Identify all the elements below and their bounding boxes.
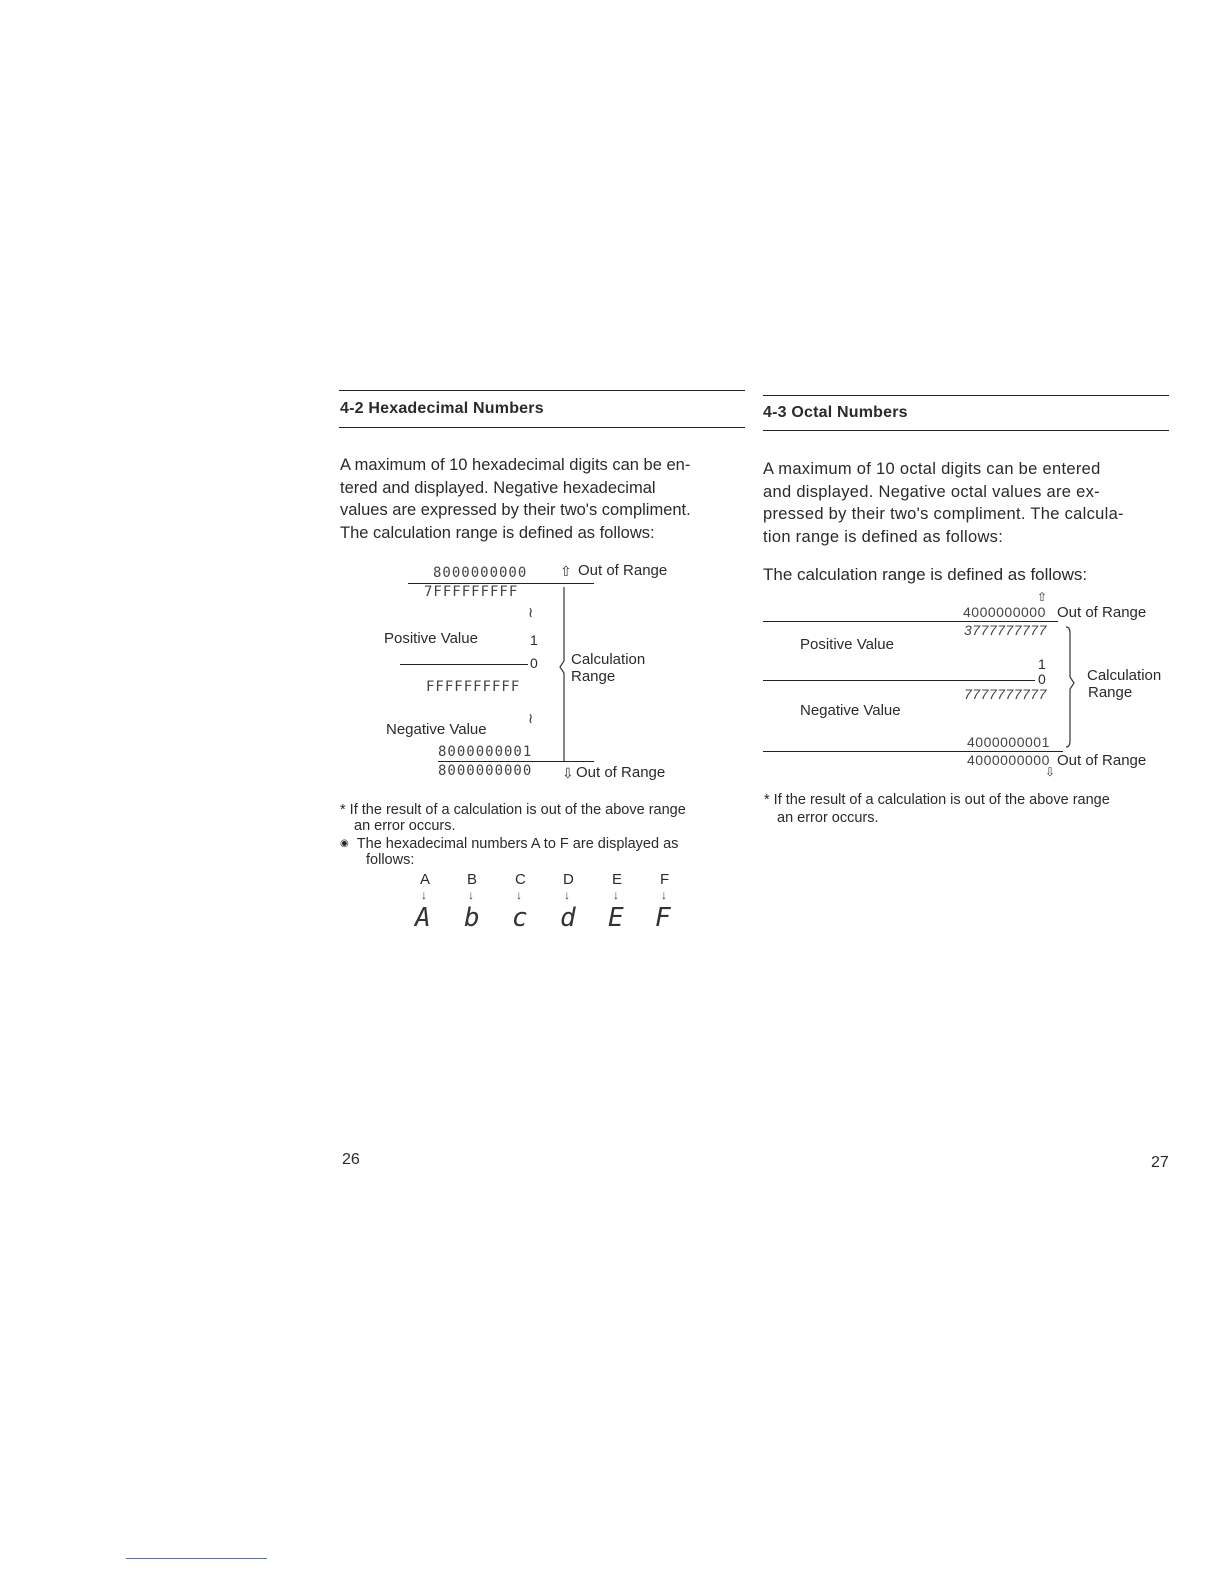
left-para-line: The calculation range is defined as follows: (340, 523, 655, 542)
left-notes (340, 802, 760, 868)
down-arrow-icon: ↓ (661, 888, 667, 902)
left-range-brace (560, 585, 574, 763)
left-calc-label-2: Range (571, 668, 616, 685)
left-neg-last-value: 8000000001 (438, 744, 533, 760)
left-intro-paragraph (340, 454, 750, 544)
down-arrow-icon: ↓ (421, 888, 427, 902)
right-neg-last-value: 4000000001 (967, 734, 1050, 750)
seven-segment-glyph: F (655, 903, 671, 933)
right-zero-line (763, 680, 1035, 681)
left-top-out-value: 8000000000 (433, 565, 528, 581)
seven-segment-glyph: d (560, 903, 576, 933)
right-note-star-cont: an error occurs. (777, 810, 879, 826)
down-arrow-icon: ⇩ (1045, 765, 1056, 779)
hex-letter: A (420, 871, 431, 888)
left-calc-label-1: Calculation (571, 651, 646, 668)
right-calc-label-2: Range (1088, 684, 1133, 701)
left-pos-max-value: 7FFFFFFFFF (424, 584, 519, 600)
left-note-bullet-cont: follows: (366, 852, 415, 868)
right-section-heading: 4-3 Octal Numbers (763, 404, 908, 421)
right-one: 1 (1038, 656, 1046, 672)
right-negative-label: Negative Value (800, 702, 901, 719)
right-notes (764, 792, 1184, 826)
right-top-rule (763, 395, 1169, 396)
right-para-line: and displayed. Negative octal values are ex- (763, 482, 1100, 501)
down-arrow-icon: ↓ (564, 888, 570, 902)
left-tilde-upper: ≀ (528, 604, 534, 620)
left-top-rule (339, 390, 745, 391)
right-para-line: A maximum of 10 octal digits can be entered (763, 460, 1101, 478)
right-pos-max-value: 3777777777 (964, 622, 1047, 638)
down-arrow-icon: ↓ (516, 888, 522, 902)
left-note-star-cont: an error occurs. (354, 818, 456, 834)
hex-letter: D (563, 871, 574, 888)
left-one: 1 (530, 632, 538, 648)
up-arrow-icon: ⇧ (560, 563, 572, 579)
left-zero: 0 (530, 655, 538, 671)
left-note-star: * If the result of a calculation is out of the above range (340, 802, 686, 818)
left-out-of-range-top: Out of Range (578, 562, 668, 579)
right-intro-paragraph (763, 458, 1183, 548)
right-para-line: tion range is defined as follows: (763, 527, 1004, 546)
right-positive-label: Positive Value (800, 636, 894, 653)
right-page-number: 27 (1151, 1154, 1169, 1171)
right-subheading: The calculation range is defined as follows: (763, 565, 1088, 584)
left-neg-min-value: FFFFFFFFFF (426, 679, 521, 695)
hex-letter: F (660, 871, 670, 888)
seven-segment-glyph: E (608, 903, 624, 933)
down-arrow-icon: ↓ (468, 888, 474, 902)
left-positive-label: Positive Value (384, 630, 478, 647)
seven-segment-glyph: c (512, 903, 528, 933)
left-para-line: A maximum of 10 hexadecimal digits can be en- (340, 456, 691, 474)
right-top-out-value: 4000000000 (963, 604, 1046, 620)
right-note-star: * If the result of a calculation is out of the above range (764, 792, 1110, 808)
right-neg-min-value: 7777777777 (964, 686, 1047, 702)
left-out-of-range-bottom: Out of Range (576, 764, 666, 781)
right-para-line: pressed by their two's compliment. The calcula- (763, 505, 1124, 523)
seven-segment-glyph: A (415, 903, 431, 933)
down-arrow-icon: ⇩ (562, 765, 574, 781)
left-page-number: 26 (342, 1151, 360, 1168)
hex-letter: E (612, 871, 623, 888)
left-tilde-lower: ≀ (528, 710, 534, 726)
right-calc-label-1: Calculation (1087, 667, 1162, 684)
left-negative-label: Negative Value (386, 721, 487, 738)
left-note-bullet: The hexadecimal numbers A to F are displayed as (356, 836, 679, 852)
left-section-heading: 4-2 Hexadecimal Numbers (340, 400, 544, 417)
right-range-brace (1064, 625, 1078, 749)
left-zero-line (400, 664, 528, 665)
up-arrow-icon: ⇧ (1037, 590, 1048, 604)
hex-letter: C (515, 871, 526, 888)
scan-artifact-line (126, 1558, 267, 1559)
right-out-of-range-top: Out of Range (1057, 604, 1147, 621)
right-bottom-out-value: 4000000000 (967, 752, 1050, 768)
left-bottom-out-value: 8000000000 (438, 763, 533, 779)
down-arrow-icon: ↓ (613, 888, 619, 902)
right-zero: 0 (1038, 671, 1046, 687)
right-out-of-range-bottom: Out of Range (1057, 752, 1147, 769)
left-para-line: values are expressed by their two's compliment. (340, 501, 691, 519)
bullet-icon: ◉ (340, 838, 349, 849)
left-heading-underline (339, 427, 745, 428)
seven-segment-glyph: b (464, 903, 480, 933)
left-para-line: tered and displayed. Negative hexadecimal (340, 478, 656, 497)
right-heading-underline (763, 430, 1169, 431)
hex-letter: B (467, 871, 478, 888)
